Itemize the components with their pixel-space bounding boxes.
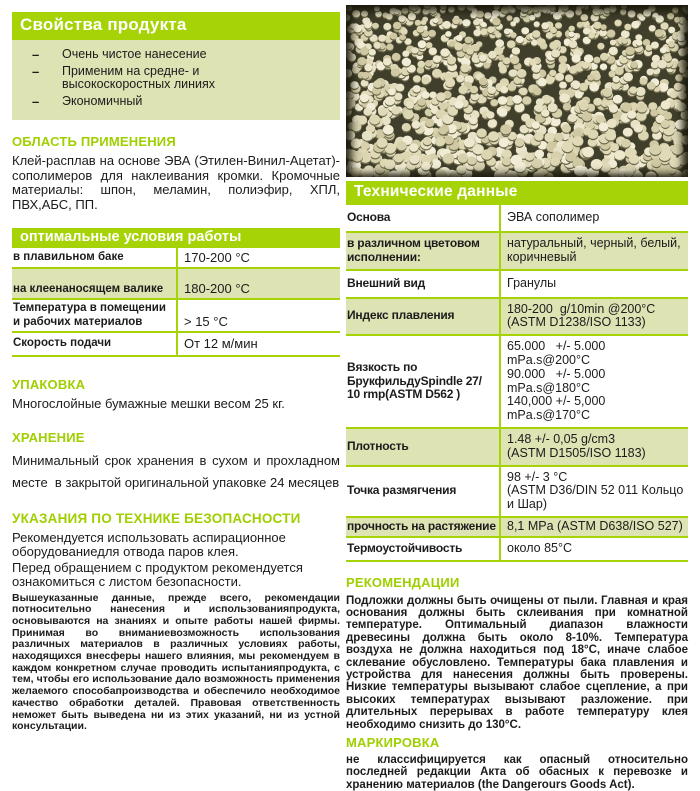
right-column [346, 5, 688, 791]
granules-texture [346, 5, 688, 177]
row-value: ЭВА сополимер [499, 205, 688, 231]
row-value: 8,1 MPa (ASTM D638/ISO 527) [499, 518, 688, 536]
table-row [346, 299, 688, 337]
row-label: Основа [347, 210, 391, 225]
feature-label: Очень чистое нанесение [62, 47, 207, 61]
row-label: на клеенаносящем валике [13, 282, 164, 295]
product-properties-header: Свойства продукта [12, 12, 340, 40]
table-row [12, 269, 340, 300]
table-row [12, 300, 340, 333]
row-value: 1.48 +/- 0,05 g/cm3 (ASTM D1505/ISO 1183) [499, 429, 688, 465]
marking-heading: МАРКИРОВКА [346, 735, 440, 751]
table-row [346, 429, 688, 467]
row-label: Внешний вид [347, 275, 426, 290]
packaging-heading: УПАКОВКА [12, 377, 86, 392]
feature-label: Применим на средне- и высокоскоростных линиях [62, 63, 216, 91]
safety-heading: УКАЗАНИЯ ПО ТЕХНИКЕ БЕЗОПАСНОСТИ [12, 510, 301, 526]
row-value: 180-200 g/10min @200°C (ASTM D1238/ISO 1133) [499, 299, 688, 335]
table-row [346, 271, 688, 299]
row-value: > 15 °C [176, 300, 340, 331]
row-value: Гранулы [499, 271, 688, 297]
granules-photo [346, 5, 688, 177]
working-conditions-rows [12, 248, 340, 357]
technical-data-table [346, 205, 688, 562]
feature-item [22, 65, 330, 92]
bullet-dash-icon: – [32, 93, 40, 109]
row-label: Вязкость по БрукфильдуSpindle 27/ 10 rmp(ASTM D562 ) [347, 359, 482, 402]
row-label: Индекс плавления [347, 308, 455, 323]
technical-data-header: Технические данные [346, 181, 688, 205]
feature-label: Экономичный [62, 93, 143, 108]
product-features-list [12, 40, 340, 120]
recommendations-text: Подложки должны быть очищены от пыли. Главная и края основания должны быть склеивания при комнатной температуре. Оптимальный диапазон влажности древесины должна быть около 8-10%. Температура воздуха не должна находиться под 18°C, иначе слабое склевание обусловлено. Температуры бака плавления и устройства для нанесения должны быть проверены. Низкие температуры вызывают слабое сцепление, а при высоких температурах вызывают разложение. при длительных перерывах в работе температуру клея необходимо снизить до 130°C. [346, 594, 688, 731]
row-label: прочность на растяжение [347, 518, 496, 533]
technical-data-rows [346, 205, 688, 562]
row-label: Температура в помещении и рабочих материалов [13, 302, 166, 328]
row-label: в плавильном баке [13, 250, 124, 263]
table-row [346, 538, 688, 562]
row-label: Скорость подачи [13, 337, 112, 350]
bullet-dash-icon: – [32, 63, 40, 79]
table-row [346, 336, 688, 429]
left-column [12, 12, 344, 733]
row-value: 98 +/- 3 °C (ASTM D36/DIN 52 011 Кольцо и Шар) [499, 467, 688, 516]
row-value: около 85°C [499, 538, 688, 560]
recommendations-heading: РЕКОМЕНДАЦИИ [346, 574, 460, 590]
marking-text: не классифицируется как опасный относительно последней редакции Акта об обасных к перевозке и хранению материалов (the Dangerours Goods Act). [346, 754, 688, 791]
working-conditions-header: оптимальные условия работы [12, 228, 340, 248]
row-value: натуральный, черный, белый, коричневый [499, 233, 688, 269]
row-label: Термоустойчивость [347, 540, 463, 555]
row-label: Плотность [347, 438, 409, 453]
disclaimer-text: Вышеуказанные данные, прежде всего, рекомендации потносительно нанесения и использованияпродукта, основываются на знаниях и опыте работы нашей фирмы. Принимая во вниманиевозможность использования различных материалов в различных условиях работы, находящихся внесферы нашего влияния, мы рекомендуем в каждом конкретном случае проводить испытанияпродукта, с тем, чтобы его использование дало возможность применения желаемого способапроизводства и обеспечило необходимое качество обработки деталей. Правовая ответственность неможет быть выведена ни из этих указаний, ни из устной консультации. [12, 591, 340, 733]
table-row [12, 248, 340, 269]
row-value: От 12 м/мин [176, 333, 340, 355]
feature-item [22, 48, 330, 62]
row-value: 170-200 °C [176, 248, 340, 267]
table-row [346, 233, 688, 271]
bullet-dash-icon: – [32, 47, 40, 62]
row-label: Точка размягчения [347, 483, 457, 498]
row-value: 180-200 °C [176, 269, 340, 298]
safety-paragraph-2: Перед обращением с продуктом рекомендуется ознакомиться с листом безопасности. [12, 559, 303, 589]
packaging-text: Многослойные бумажные мешки весом 25 кг. [12, 396, 285, 411]
row-label: в различном цветовом исполнении: [347, 236, 480, 264]
storage-heading: ХРАНЕНИЕ [12, 429, 85, 445]
working-conditions-table [12, 228, 340, 357]
row-value: 65.000 +/- 5.000 mPa.s@200°C 90.000 +/- 5.000 mPa.s@180°C 140,000 +/- 5,000 mPa.s@170°C [499, 336, 688, 427]
storage-text: Минимальный срок хранения в сухом и прохладном месте в закрытой оригинальной упаковке 24 месяцев [12, 452, 344, 490]
application-text: Клей-расплав на основе ЭВА (Этилен-Винил-Ацетат)-сополимеров для наклеивания кромки. Кромочные материалы: шпон, меламин, полиэфир, ХПЛ, ПВХ,АБС, ПП. [12, 153, 340, 212]
table-row [346, 205, 688, 233]
table-row [346, 518, 688, 538]
table-row [346, 467, 688, 518]
safety-paragraph-1: Рекомендуется использовать аспирационное оборудованиедля отвода паров клея. [12, 529, 286, 559]
feature-item [22, 95, 330, 109]
application-heading: ОБЛАСТЬ ПРИМЕНЕНИЯ [12, 134, 176, 149]
table-row [12, 333, 340, 357]
